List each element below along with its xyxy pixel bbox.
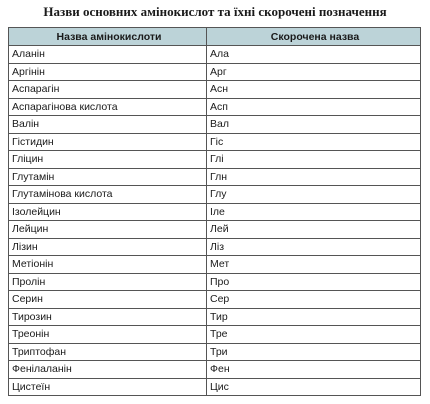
abbreviation-cell: Тир [207,308,421,326]
amino-acid-name-cell: Треонін [9,326,207,344]
table-row [9,151,421,169]
abbreviation-cell: Арг [207,63,421,81]
amino-acid-name-cell: Лейцин [9,221,207,239]
amino-acid-name-cell: Аргінін [9,63,207,81]
amino-acid-name-cell: Триптофан [9,343,207,361]
table-row [9,133,421,151]
abbreviation-cell: Гіс [207,133,421,151]
column-header-abbreviation: Скорочена назва [207,28,421,46]
amino-acid-name-cell: Аспарагін [9,81,207,99]
abbreviation-cell: Мет [207,256,421,274]
amino-acid-name-cell: Аланін [9,46,207,64]
table-row [9,256,421,274]
amino-acid-name-cell: Метіонін [9,256,207,274]
table-row [9,343,421,361]
amino-acid-name-cell: Ізолейцин [9,203,207,221]
abbreviation-cell: Ала [207,46,421,64]
abbreviation-cell: Ліз [207,238,421,256]
abbreviation-cell: Вал [207,116,421,134]
table-row [9,291,421,309]
abbreviation-cell: Асн [207,81,421,99]
abbreviation-cell: Глу [207,186,421,204]
amino-acid-name-cell: Глутамін [9,168,207,186]
amino-acid-name-cell: Аспарагінова кислота [9,98,207,116]
table-body [9,46,421,396]
table-row [9,98,421,116]
amino-acid-name-cell: Цистеїн [9,378,207,396]
amino-acid-name-cell: Лізин [9,238,207,256]
abbreviation-cell: Іле [207,203,421,221]
table-row [9,326,421,344]
amino-acid-name-cell: Гістидин [9,133,207,151]
table-row [9,81,421,99]
amino-acid-name-cell: Гліцин [9,151,207,169]
abbreviation-cell: Три [207,343,421,361]
amino-acid-name-cell: Фенілаланін [9,361,207,379]
amino-acid-name-cell: Глутамінова кислота [9,186,207,204]
abbreviation-cell: Глн [207,168,421,186]
amino-acid-name-cell: Серин [9,291,207,309]
abbreviation-cell: Асп [207,98,421,116]
amino-acid-table [8,27,421,396]
table-row [9,168,421,186]
table-title: Назви основних амінокислот та їхні скорочені позначення [43,4,387,19]
amino-acid-name-cell: Тирозин [9,308,207,326]
table-row [9,273,421,291]
column-header-name: Назва амінокислоти [9,28,207,46]
abbreviation-cell: Тре [207,326,421,344]
table-row [9,238,421,256]
amino-acid-name-cell: Пролін [9,273,207,291]
amino-acid-name-cell: Валін [9,116,207,134]
table-row [9,203,421,221]
table-header-row [9,28,421,46]
table-row [9,63,421,81]
abbreviation-cell: Лей [207,221,421,239]
table-row [9,361,421,379]
abbreviation-cell: Глі [207,151,421,169]
table-row [9,308,421,326]
table-row [9,221,421,239]
abbreviation-cell: Про [207,273,421,291]
table-row [9,186,421,204]
abbreviation-cell: Сер [207,291,421,309]
abbreviation-cell: Фен [207,361,421,379]
abbreviation-cell: Цис [207,378,421,396]
table-row [9,116,421,134]
table-row [9,378,421,396]
table-row [9,46,421,64]
